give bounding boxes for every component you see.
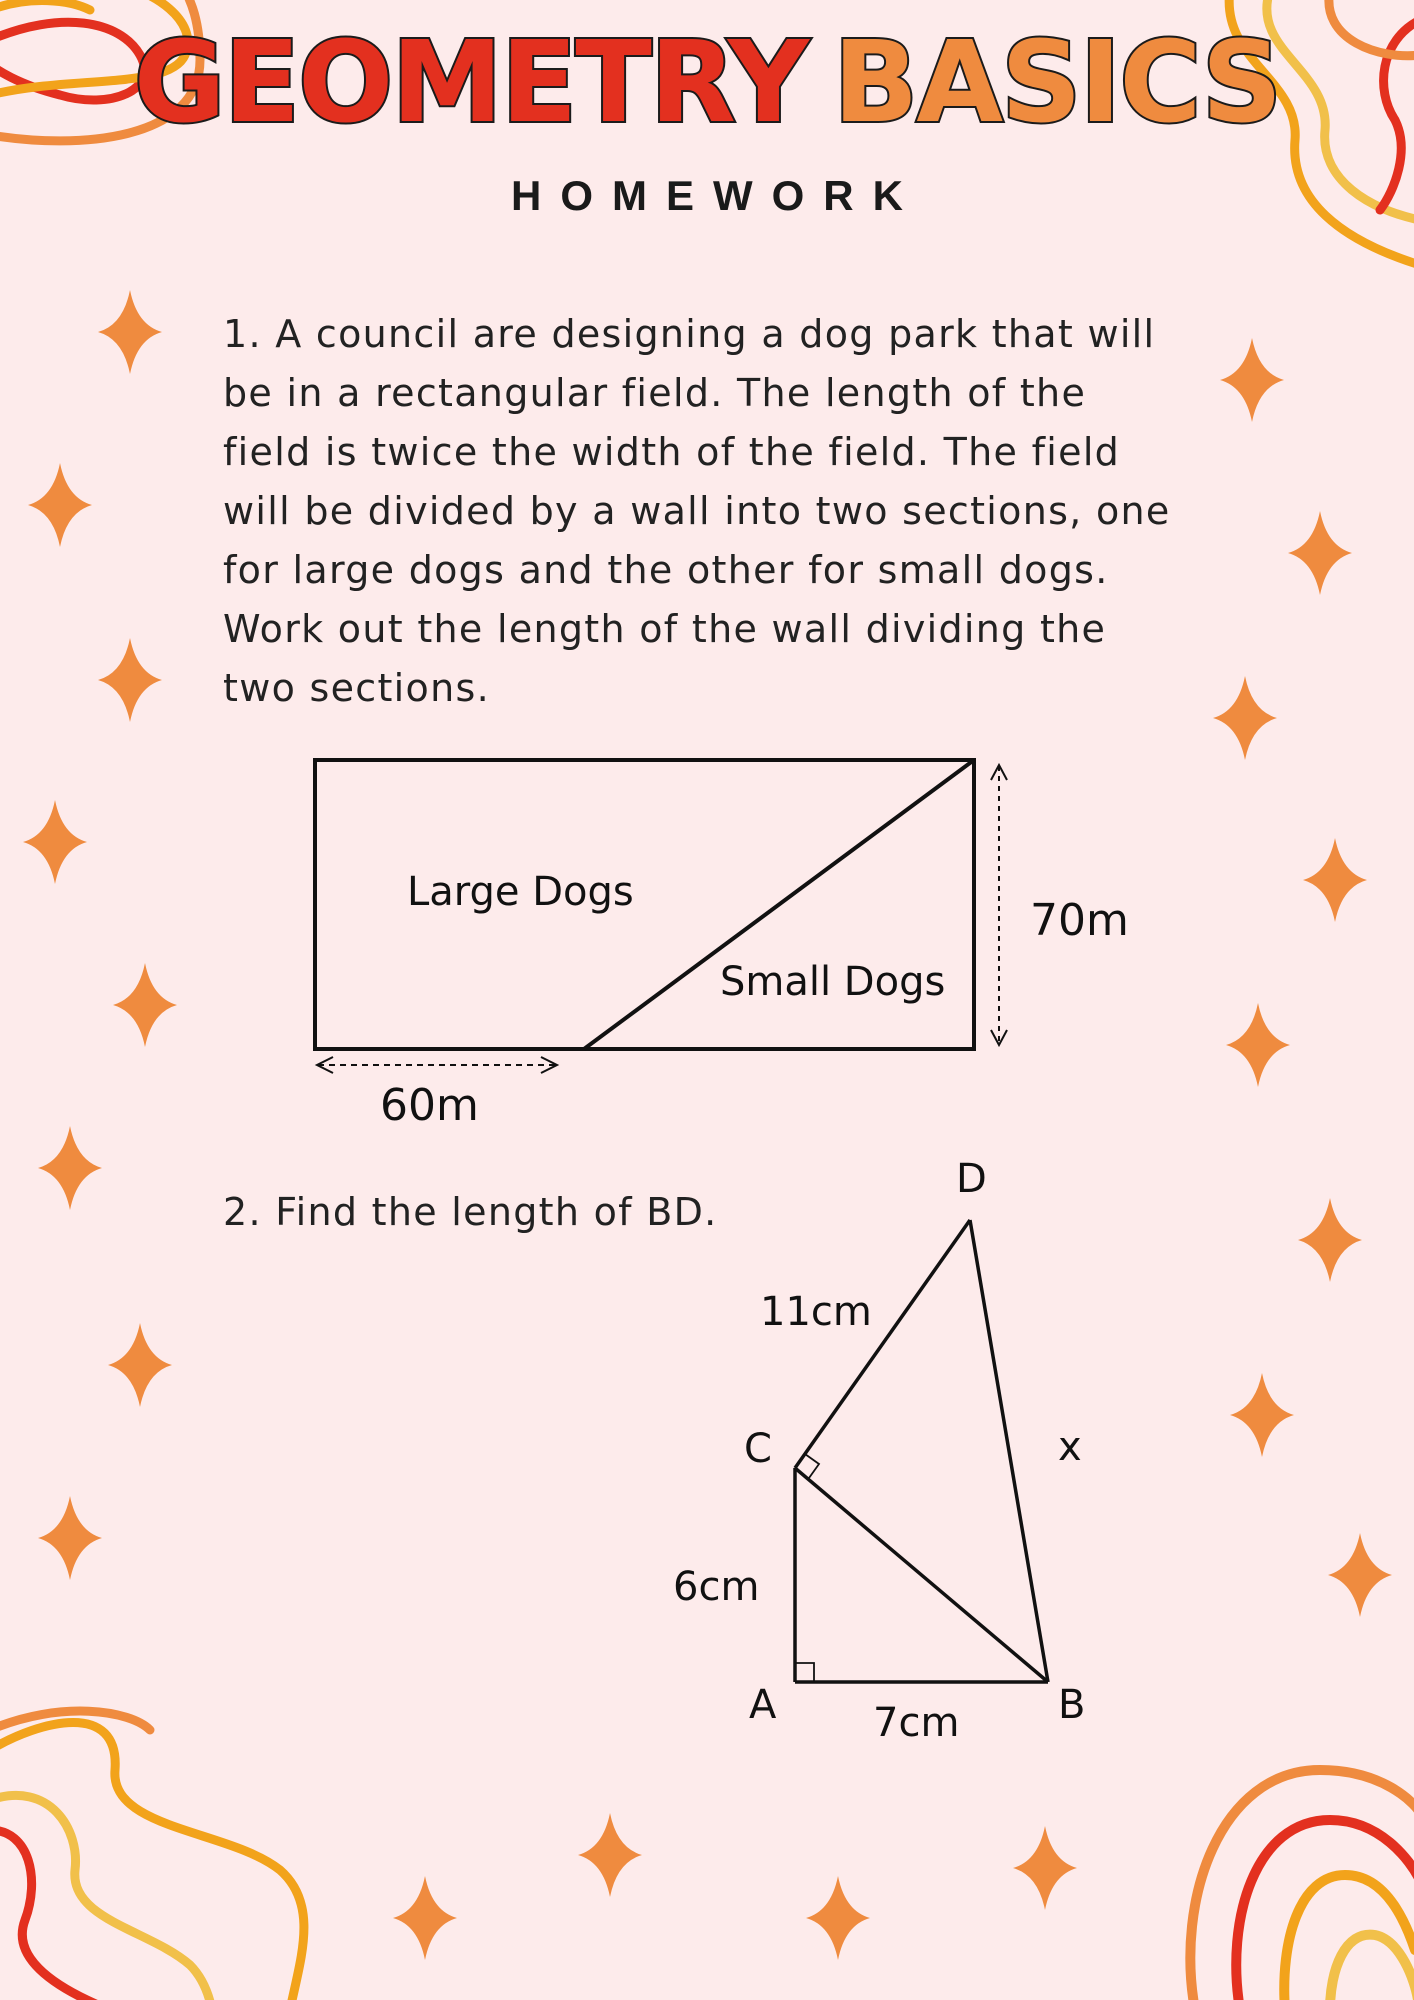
small-dogs-label: Small Dogs bbox=[720, 959, 946, 1005]
point-b-label: B bbox=[1058, 1682, 1086, 1728]
point-d-label: D bbox=[956, 1156, 987, 1202]
title-word-basics: BASICS bbox=[832, 18, 1281, 148]
segment-cb bbox=[795, 1468, 1048, 1682]
right-angle-marker-c bbox=[805, 1454, 819, 1478]
segment-db bbox=[970, 1220, 1048, 1682]
question-2-text: 2. Find the length of BD. bbox=[223, 1190, 718, 1234]
point-a-label: A bbox=[749, 1682, 777, 1728]
question-1-text: 1. A council are designing a dog park that will be in a rectangular field. The length of the field is twice the width of the field. The field will be divided by a wall into two sections, one for large dogs and the other for small dogs. Work out the length of the wall dividing the two sections. bbox=[223, 312, 1171, 710]
ab-length-label: 7cm bbox=[873, 1700, 960, 1746]
page-subtitle: HOMEWORK bbox=[511, 172, 922, 219]
ac-length-label: 6cm bbox=[673, 1564, 760, 1610]
bd-length-label: x bbox=[1058, 1424, 1082, 1470]
cd-length-label: 11cm bbox=[760, 1289, 872, 1335]
segment-cd bbox=[795, 1220, 970, 1468]
right-angle-marker-a bbox=[795, 1663, 814, 1682]
title-word-geometry: GEOMETRY bbox=[133, 18, 807, 148]
large-dogs-label: Large Dogs bbox=[407, 869, 634, 915]
base-label: 60m bbox=[380, 1080, 479, 1131]
height-label: 70m bbox=[1030, 895, 1129, 946]
point-c-label: C bbox=[744, 1426, 772, 1472]
